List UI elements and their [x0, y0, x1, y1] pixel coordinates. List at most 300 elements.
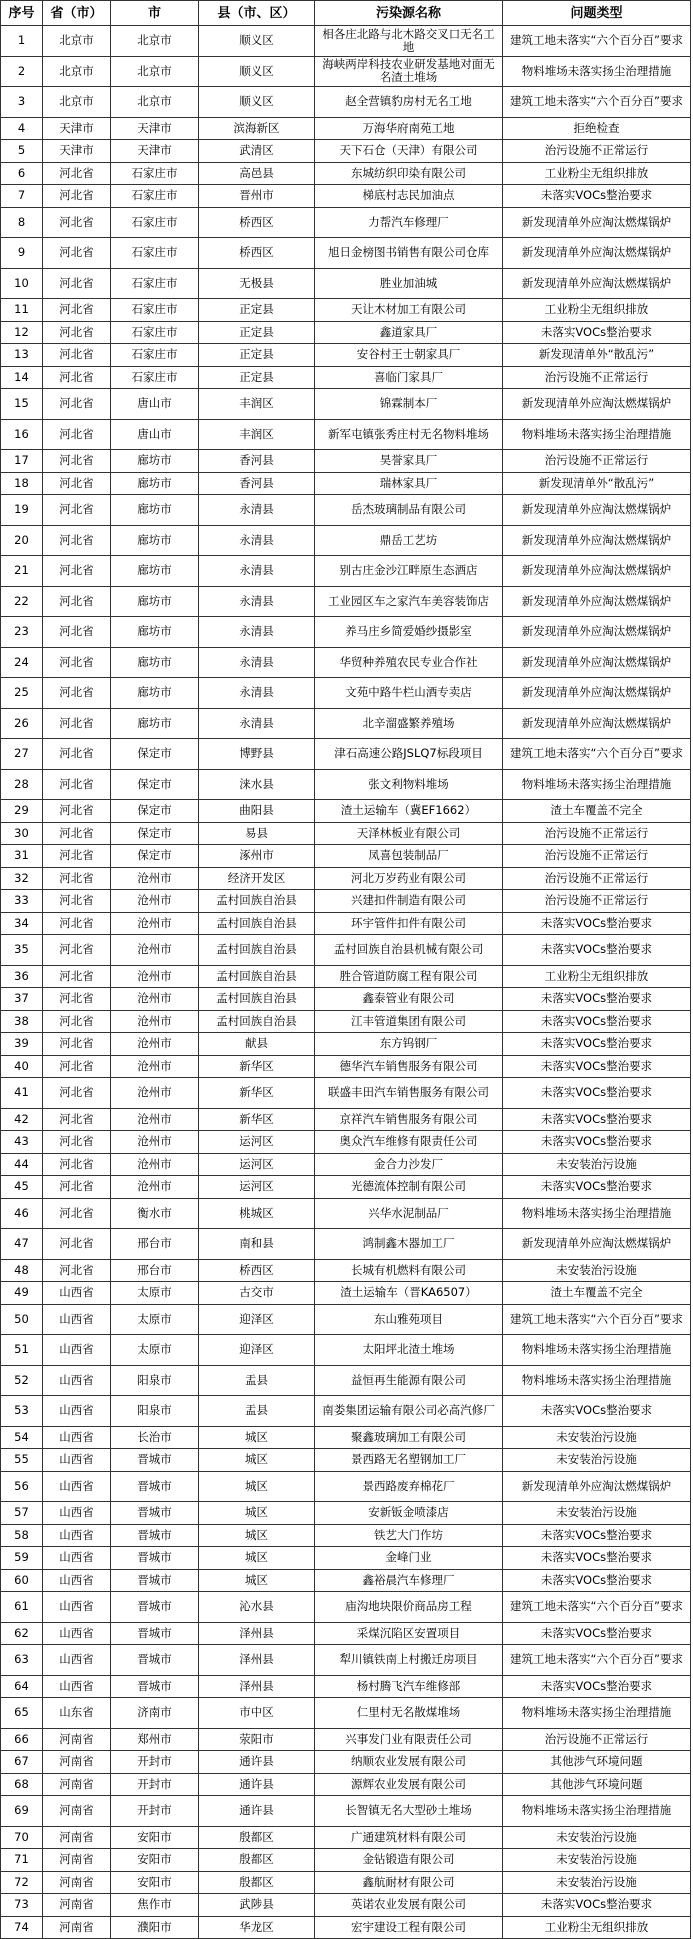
cell-county: 新华区 — [199, 1108, 315, 1131]
cell-issue-type: 未落实VOCs整治要求 — [503, 1524, 691, 1547]
cell-county: 城区 — [199, 1449, 315, 1472]
cell-county: 顺义区 — [199, 87, 315, 118]
cell-province: 河北省 — [43, 845, 111, 868]
cell-city: 晋城市 — [111, 1645, 199, 1676]
cell-province: 河南省 — [43, 1849, 111, 1872]
cell-source-name: 北辛溜盛繁养殖场 — [315, 708, 503, 739]
cell-province: 河南省 — [43, 1728, 111, 1751]
cell-index: 1 — [1, 26, 43, 57]
cell-source-name: 瑞林家具厂 — [315, 472, 503, 495]
cell-province: 河北省 — [43, 1108, 111, 1131]
cell-province: 河北省 — [43, 1131, 111, 1154]
cell-county: 永清县 — [199, 708, 315, 739]
cell-source-name: 犁川镇铁南上村搬迁房项目 — [315, 1645, 503, 1676]
cell-city: 邢台市 — [111, 1229, 199, 1260]
cell-province: 河北省 — [43, 472, 111, 495]
table-row — [1, 1335, 691, 1366]
cell-city: 长治市 — [111, 1426, 199, 1449]
cell-county: 古交市 — [199, 1282, 315, 1305]
cell-county: 泽州县 — [199, 1675, 315, 1698]
cell-issue-type: 渣土车覆盖不完全 — [503, 800, 691, 823]
cell-province: 河南省 — [43, 1894, 111, 1917]
cell-province: 河北省 — [43, 867, 111, 890]
cell-county: 沁水县 — [199, 1592, 315, 1623]
table-row — [1, 185, 691, 208]
cell-city: 焦作市 — [111, 1894, 199, 1917]
cell-county: 香河县 — [199, 450, 315, 473]
cell-index: 74 — [1, 1916, 43, 1939]
cell-province: 河南省 — [43, 1796, 111, 1827]
cell-source-name: 天泽林板业有限公司 — [315, 822, 503, 845]
cell-county: 正定县 — [199, 321, 315, 344]
cell-county: 桃城区 — [199, 1198, 315, 1229]
cell-county: 经济开发区 — [199, 867, 315, 890]
cell-province: 河北省 — [43, 238, 111, 269]
cell-county: 武清区 — [199, 140, 315, 163]
table-row — [1, 1524, 691, 1547]
cell-source-name: 天下石仓（天津）有限公司 — [315, 140, 503, 163]
table-row — [1, 647, 691, 678]
cell-index: 47 — [1, 1229, 43, 1260]
cell-city: 石家庄市 — [111, 344, 199, 367]
cell-city: 北京市 — [111, 56, 199, 87]
cell-city: 衡水市 — [111, 1198, 199, 1229]
table-row — [1, 1592, 691, 1623]
cell-index: 16 — [1, 419, 43, 450]
cell-issue-type: 未落实VOCs整治要求 — [503, 1055, 691, 1078]
cell-issue-type: 未安装治污设施 — [503, 1826, 691, 1849]
cell-issue-type: 新发现清单外应淘汰燃煤锅炉 — [503, 647, 691, 678]
cell-index: 57 — [1, 1502, 43, 1525]
cell-county: 高邑县 — [199, 162, 315, 185]
cell-province: 天津市 — [43, 140, 111, 163]
cell-issue-type: 工业粉尘无组织排放 — [503, 1916, 691, 1939]
cell-issue-type: 未落实VOCs整治要求 — [503, 1131, 691, 1154]
cell-source-name: 昊誉家具厂 — [315, 450, 503, 473]
cell-province: 河北省 — [43, 162, 111, 185]
cell-city: 沧州市 — [111, 1055, 199, 1078]
cell-issue-type: 未安装治污设施 — [503, 1259, 691, 1282]
cell-county: 滨海新区 — [199, 117, 315, 140]
cell-city: 太原市 — [111, 1282, 199, 1305]
cell-city: 廊坊市 — [111, 495, 199, 526]
cell-province: 河南省 — [43, 1773, 111, 1796]
table-row — [1, 822, 691, 845]
cell-source-name: 胜合管道防腐工程有限公司 — [315, 965, 503, 988]
cell-county: 顺义区 — [199, 56, 315, 87]
table-row — [1, 1698, 691, 1729]
cell-province: 天津市 — [43, 117, 111, 140]
cell-province: 山西省 — [43, 1524, 111, 1547]
table-row — [1, 321, 691, 344]
cell-index: 59 — [1, 1547, 43, 1570]
cell-city: 沧州市 — [111, 890, 199, 913]
cell-index: 62 — [1, 1622, 43, 1645]
table-row — [1, 800, 691, 823]
cell-province: 河北省 — [43, 389, 111, 420]
cell-county: 丰润区 — [199, 389, 315, 420]
cell-province: 山西省 — [43, 1622, 111, 1645]
cell-province: 河南省 — [43, 1871, 111, 1894]
table-row — [1, 617, 691, 648]
cell-source-name: 工业园区车之家汽车美容装饰店 — [315, 586, 503, 617]
table-row — [1, 389, 691, 420]
header-county: 县（市、区） — [199, 1, 315, 26]
cell-index: 61 — [1, 1592, 43, 1623]
cell-index: 66 — [1, 1728, 43, 1751]
cell-issue-type: 其他涉气环境问题 — [503, 1751, 691, 1774]
table-row — [1, 1728, 691, 1751]
cell-source-name: 安新钣金喷漆店 — [315, 1502, 503, 1525]
table-row — [1, 525, 691, 556]
cell-source-name: 金合力沙发厂 — [315, 1153, 503, 1176]
cell-issue-type: 新发现清单外应淘汰燃煤锅炉 — [503, 238, 691, 269]
cell-issue-type: 建筑工地未落实“六个百分百”要求 — [503, 1592, 691, 1623]
cell-index: 7 — [1, 185, 43, 208]
cell-issue-type: 未落实VOCs整治要求 — [503, 1675, 691, 1698]
cell-source-name: 太阳坪北渣土堆场 — [315, 1335, 503, 1366]
cell-county: 孟村回族自治县 — [199, 890, 315, 913]
cell-county: 正定县 — [199, 366, 315, 389]
cell-source-name: 别古庄金沙江畔原生态酒店 — [315, 556, 503, 587]
table-row — [1, 117, 691, 140]
cell-issue-type: 建筑工地未落实“六个百分百”要求 — [503, 87, 691, 118]
cell-index: 5 — [1, 140, 43, 163]
table-row — [1, 890, 691, 913]
cell-issue-type: 新发现清单外应淘汰燃煤锅炉 — [503, 525, 691, 556]
cell-province: 山西省 — [43, 1645, 111, 1676]
cell-issue-type: 物料堆场未落实扬尘治理措施 — [503, 1796, 691, 1827]
table-row — [1, 472, 691, 495]
table-row — [1, 1229, 691, 1260]
cell-county: 市中区 — [199, 1698, 315, 1729]
cell-city: 廊坊市 — [111, 647, 199, 678]
cell-county: 武陟县 — [199, 1894, 315, 1917]
cell-source-name: 联盛丰田汽车销售服务有限公司 — [315, 1078, 503, 1109]
header-province: 省（市） — [43, 1, 111, 26]
cell-province: 河北省 — [43, 617, 111, 648]
cell-issue-type: 渣土车覆盖不完全 — [503, 1282, 691, 1305]
cell-province: 河北省 — [43, 268, 111, 299]
cell-city: 开封市 — [111, 1751, 199, 1774]
cell-city: 太原市 — [111, 1304, 199, 1335]
cell-province: 北京市 — [43, 26, 111, 57]
cell-index: 67 — [1, 1751, 43, 1774]
table-row — [1, 708, 691, 739]
cell-city: 晋城市 — [111, 1622, 199, 1645]
table-row — [1, 935, 691, 966]
cell-source-name: 万海华府南苑工地 — [315, 117, 503, 140]
cell-city: 濮阳市 — [111, 1916, 199, 1939]
cell-city: 沧州市 — [111, 965, 199, 988]
cell-province: 河北省 — [43, 1229, 111, 1260]
cell-source-name: 益恒再生能源有限公司 — [315, 1365, 503, 1396]
cell-source-name: 岳杰玻璃制品有限公司 — [315, 495, 503, 526]
cell-source-name: 孟村回族自治县机械有限公司 — [315, 935, 503, 966]
cell-source-name: 锦霖制本厂 — [315, 389, 503, 420]
cell-city: 石家庄市 — [111, 268, 199, 299]
cell-index: 28 — [1, 769, 43, 800]
cell-city: 石家庄市 — [111, 299, 199, 322]
cell-index: 24 — [1, 647, 43, 678]
cell-issue-type: 未落实VOCs整治要求 — [503, 1569, 691, 1592]
cell-issue-type: 新发现清单外应淘汰燃煤锅炉 — [503, 1471, 691, 1502]
cell-issue-type: 工业粉尘无组织排放 — [503, 162, 691, 185]
cell-issue-type: 建筑工地未落实“六个百分百”要求 — [503, 1304, 691, 1335]
cell-county: 献县 — [199, 1033, 315, 1056]
table-row — [1, 1396, 691, 1427]
cell-city: 阳泉市 — [111, 1396, 199, 1427]
cell-source-name: 鑫泰管业有限公司 — [315, 988, 503, 1011]
cell-city: 沧州市 — [111, 1131, 199, 1154]
header-issue-type: 问题类型 — [503, 1, 691, 26]
cell-city: 安阳市 — [111, 1849, 199, 1872]
cell-county: 永清县 — [199, 647, 315, 678]
cell-index: 10 — [1, 268, 43, 299]
cell-county: 曲阳县 — [199, 800, 315, 823]
cell-province: 河北省 — [43, 739, 111, 770]
cell-source-name: 德华汽车销售服务有限公司 — [315, 1055, 503, 1078]
table-row — [1, 162, 691, 185]
cell-source-name: 旭日金榜图书销售有限公司仓库 — [315, 238, 503, 269]
cell-source-name: 鼎岳工艺坊 — [315, 525, 503, 556]
table-row — [1, 268, 691, 299]
cell-county: 迎泽区 — [199, 1304, 315, 1335]
cell-index: 51 — [1, 1335, 43, 1366]
cell-source-name: 聚鑫玻璃加工有限公司 — [315, 1426, 503, 1449]
cell-issue-type: 工业粉尘无组织排放 — [503, 299, 691, 322]
cell-issue-type: 新发现清单外应淘汰燃煤锅炉 — [503, 268, 691, 299]
cell-source-name: 鑫道家具厂 — [315, 321, 503, 344]
cell-city: 北京市 — [111, 87, 199, 118]
cell-province: 河北省 — [43, 1010, 111, 1033]
cell-city: 开封市 — [111, 1773, 199, 1796]
cell-issue-type: 未落实VOCs整治要求 — [503, 1108, 691, 1131]
cell-issue-type: 未落实VOCs整治要求 — [503, 1010, 691, 1033]
cell-issue-type: 未落实VOCs整治要求 — [503, 988, 691, 1011]
cell-issue-type: 新发现清单外应淘汰燃煤锅炉 — [503, 617, 691, 648]
cell-index: 53 — [1, 1396, 43, 1427]
cell-city: 太原市 — [111, 1335, 199, 1366]
cell-issue-type: 治污设施不正常运行 — [503, 845, 691, 868]
cell-index: 2 — [1, 56, 43, 87]
cell-province: 河北省 — [43, 1078, 111, 1109]
cell-index: 41 — [1, 1078, 43, 1109]
table-row — [1, 1010, 691, 1033]
cell-county: 迎泽区 — [199, 1335, 315, 1366]
cell-source-name: 长城有机燃料有限公司 — [315, 1259, 503, 1282]
cell-county: 殷都区 — [199, 1849, 315, 1872]
cell-city: 沧州市 — [111, 1010, 199, 1033]
cell-source-name: 鸿制鑫木器加工厂 — [315, 1229, 503, 1260]
cell-index: 65 — [1, 1698, 43, 1729]
table-row — [1, 1622, 691, 1645]
table-row — [1, 1471, 691, 1502]
cell-index: 8 — [1, 207, 43, 238]
cell-county: 涞水县 — [199, 769, 315, 800]
cell-county: 桥西区 — [199, 1259, 315, 1282]
cell-issue-type: 未安装治污设施 — [503, 1849, 691, 1872]
cell-index: 31 — [1, 845, 43, 868]
cell-city: 安阳市 — [111, 1826, 199, 1849]
cell-province: 河北省 — [43, 586, 111, 617]
cell-issue-type: 治污设施不正常运行 — [503, 867, 691, 890]
table-row — [1, 739, 691, 770]
cell-source-name: 梯底村志民加油点 — [315, 185, 503, 208]
cell-city: 廊坊市 — [111, 472, 199, 495]
cell-city: 廊坊市 — [111, 556, 199, 587]
cell-county: 孟村回族自治县 — [199, 1010, 315, 1033]
cell-city: 廊坊市 — [111, 678, 199, 709]
cell-source-name: 赵全营镇豹房村无名工地 — [315, 87, 503, 118]
cell-source-name: 文苑中路牛栏山酒专卖店 — [315, 678, 503, 709]
cell-county: 运河区 — [199, 1176, 315, 1199]
table-row — [1, 1055, 691, 1078]
cell-index: 21 — [1, 556, 43, 587]
cell-county: 博野县 — [199, 739, 315, 770]
cell-index: 6 — [1, 162, 43, 185]
cell-index: 52 — [1, 1365, 43, 1396]
cell-issue-type: 新发现清单外应淘汰燃煤锅炉 — [503, 556, 691, 587]
table-row — [1, 26, 691, 57]
cell-county: 城区 — [199, 1426, 315, 1449]
cell-issue-type: 未落实VOCs整治要求 — [503, 1894, 691, 1917]
cell-index: 14 — [1, 366, 43, 389]
cell-source-name: 京祥汽车销售服务有限公司 — [315, 1108, 503, 1131]
cell-province: 山西省 — [43, 1282, 111, 1305]
cell-index: 42 — [1, 1108, 43, 1131]
cell-issue-type: 物料堆场未落实扬尘治理措施 — [503, 1365, 691, 1396]
table-row — [1, 1751, 691, 1774]
cell-source-name: 喜临门家具厂 — [315, 366, 503, 389]
cell-issue-type: 物料堆场未落实扬尘治理措施 — [503, 1335, 691, 1366]
cell-province: 河北省 — [43, 912, 111, 935]
cell-province: 山西省 — [43, 1449, 111, 1472]
cell-issue-type: 新发现清单外应淘汰燃煤锅炉 — [503, 495, 691, 526]
cell-county: 桥西区 — [199, 238, 315, 269]
cell-source-name: 仁里村无名散煤堆场 — [315, 1698, 503, 1729]
cell-province: 河北省 — [43, 800, 111, 823]
cell-index: 29 — [1, 800, 43, 823]
cell-county: 桥西区 — [199, 207, 315, 238]
cell-index: 73 — [1, 1894, 43, 1917]
cell-city: 石家庄市 — [111, 162, 199, 185]
cell-county: 涿州市 — [199, 845, 315, 868]
cell-source-name: 渣土运输车（晋KA6507） — [315, 1282, 503, 1305]
cell-city: 廊坊市 — [111, 708, 199, 739]
cell-city: 保定市 — [111, 769, 199, 800]
cell-issue-type: 未安装治污设施 — [503, 1449, 691, 1472]
cell-city: 安阳市 — [111, 1871, 199, 1894]
table-row — [1, 1198, 691, 1229]
cell-issue-type: 新发现清单外“散乱污” — [503, 344, 691, 367]
cell-county: 通许县 — [199, 1751, 315, 1774]
cell-index: 35 — [1, 935, 43, 966]
cell-county: 晋州市 — [199, 185, 315, 208]
cell-index: 12 — [1, 321, 43, 344]
table-row — [1, 1502, 691, 1525]
cell-city: 沧州市 — [111, 1176, 199, 1199]
cell-source-name: 杨村腾飞汽车维修部 — [315, 1675, 503, 1698]
cell-source-name: 江丰管道集团有限公司 — [315, 1010, 503, 1033]
cell-source-name: 景西路废弃棉花厂 — [315, 1471, 503, 1502]
cell-index: 17 — [1, 450, 43, 473]
table-row — [1, 1131, 691, 1154]
cell-index: 48 — [1, 1259, 43, 1282]
cell-province: 山东省 — [43, 1698, 111, 1729]
table-row — [1, 1826, 691, 1849]
cell-issue-type: 新发现清单外应淘汰燃煤锅炉 — [503, 708, 691, 739]
cell-source-name: 金钻锻造有限公司 — [315, 1849, 503, 1872]
cell-source-name: 铁艺大门作坊 — [315, 1524, 503, 1547]
cell-issue-type: 新发现清单外应淘汰燃煤锅炉 — [503, 678, 691, 709]
cell-city: 济南市 — [111, 1698, 199, 1729]
cell-index: 46 — [1, 1198, 43, 1229]
cell-county: 华龙区 — [199, 1916, 315, 1939]
table-row — [1, 1569, 691, 1592]
cell-index: 64 — [1, 1675, 43, 1698]
cell-province: 河北省 — [43, 1259, 111, 1282]
header-city: 市 — [111, 1, 199, 26]
table-row — [1, 1449, 691, 1472]
cell-province: 河北省 — [43, 988, 111, 1011]
cell-province: 河北省 — [43, 647, 111, 678]
cell-province: 山西省 — [43, 1304, 111, 1335]
cell-county: 正定县 — [199, 344, 315, 367]
cell-city: 晋城市 — [111, 1547, 199, 1570]
table-row — [1, 1426, 691, 1449]
cell-source-name: 兴华水泥制品厂 — [315, 1198, 503, 1229]
cell-county: 永清县 — [199, 556, 315, 587]
cell-city: 保定市 — [111, 822, 199, 845]
cell-county: 南和县 — [199, 1229, 315, 1260]
table-row — [1, 56, 691, 87]
cell-city: 石家庄市 — [111, 185, 199, 208]
cell-issue-type: 治污设施不正常运行 — [503, 140, 691, 163]
table-row — [1, 965, 691, 988]
cell-city: 晋城市 — [111, 1592, 199, 1623]
cell-city: 石家庄市 — [111, 238, 199, 269]
cell-issue-type: 其他涉气环境问题 — [503, 1773, 691, 1796]
cell-source-name: 采煤沉陷区安置项目 — [315, 1622, 503, 1645]
cell-source-name: 鑫航耐材有限公司 — [315, 1871, 503, 1894]
cell-index: 60 — [1, 1569, 43, 1592]
cell-source-name: 张文利物料堆场 — [315, 769, 503, 800]
cell-county: 永清县 — [199, 617, 315, 648]
cell-index: 70 — [1, 1826, 43, 1849]
cell-city: 唐山市 — [111, 419, 199, 450]
table-row — [1, 556, 691, 587]
cell-source-name: 广通建筑材料有限公司 — [315, 1826, 503, 1849]
table-row — [1, 87, 691, 118]
cell-county: 孟村回族自治县 — [199, 912, 315, 935]
cell-index: 22 — [1, 586, 43, 617]
cell-province: 河南省 — [43, 1916, 111, 1939]
cell-city: 沧州市 — [111, 1153, 199, 1176]
cell-city: 廊坊市 — [111, 617, 199, 648]
cell-county: 新华区 — [199, 1078, 315, 1109]
cell-county: 城区 — [199, 1471, 315, 1502]
cell-county: 香河县 — [199, 472, 315, 495]
cell-city: 石家庄市 — [111, 321, 199, 344]
cell-county: 泽州县 — [199, 1622, 315, 1645]
table-row — [1, 1108, 691, 1131]
cell-index: 49 — [1, 1282, 43, 1305]
cell-issue-type: 新发现清单外应淘汰燃煤锅炉 — [503, 207, 691, 238]
cell-province: 河北省 — [43, 207, 111, 238]
cell-city: 沧州市 — [111, 988, 199, 1011]
table-row — [1, 1645, 691, 1676]
